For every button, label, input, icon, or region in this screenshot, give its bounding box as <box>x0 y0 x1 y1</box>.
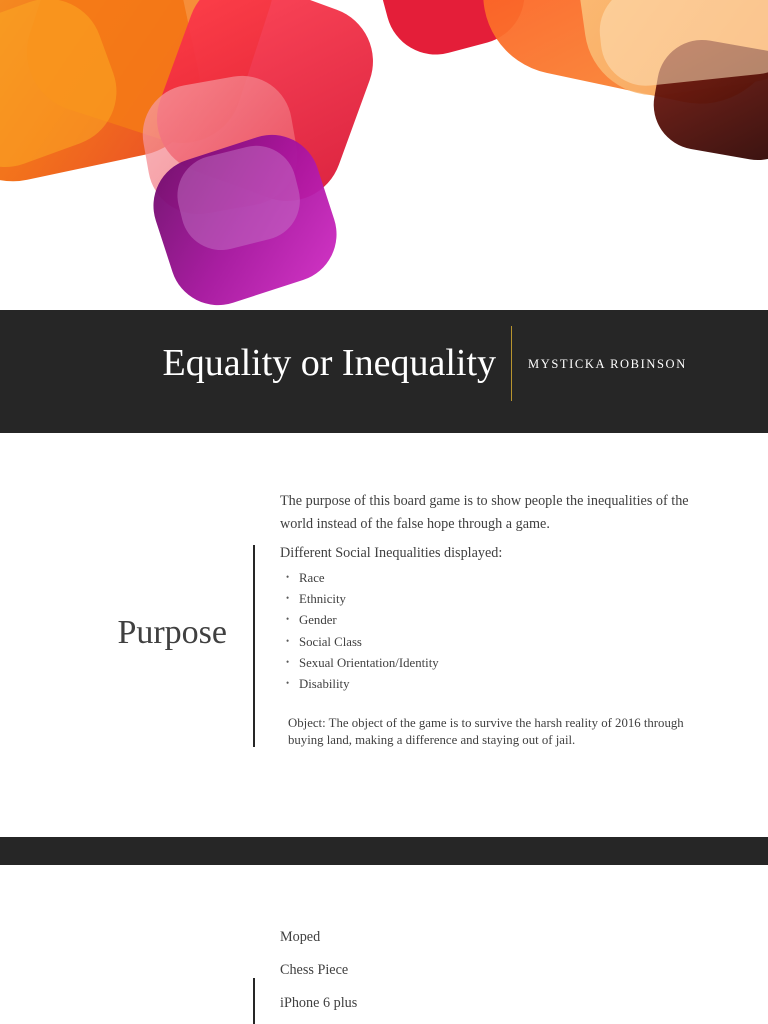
bullet-icon: • <box>286 572 290 582</box>
bullet-icon: • <box>286 593 290 604</box>
purpose-heading: Purpose <box>117 614 227 651</box>
piece-item-iphone: iPhone 6 plus <box>280 995 358 1011</box>
abstract-shapes-illustration <box>0 0 768 310</box>
presentation-title: Equality or Inequality <box>162 342 496 384</box>
list-item: • Gender <box>286 609 439 630</box>
purpose-divider-line <box>253 545 255 747</box>
piece-item-chess: Chess Piece <box>280 962 349 978</box>
bullet-icon: • <box>286 614 290 625</box>
pieces-slide <box>0 865 768 1024</box>
list-item: • Social Class <box>286 631 439 652</box>
author-name: MYSTICKA ROBINSON <box>528 357 687 371</box>
list-item: • Race <box>286 567 439 588</box>
pieces-divider-line <box>253 978 255 1024</box>
bullet-icon: • <box>286 656 290 667</box>
slide-separator-band <box>0 837 768 865</box>
bullet-icon: • <box>286 635 290 646</box>
purpose-intro: The purpose of this board game is to show people the inequalities of the world instead of the false hope through a game. <box>280 493 689 532</box>
title-slide-band <box>0 310 768 433</box>
piece-item-moped: Moped <box>280 929 321 945</box>
hero-graphic <box>0 0 768 310</box>
list-item: • Disability <box>286 673 439 694</box>
list-item: • Sexual Orientation/Identity <box>286 652 439 673</box>
inequalities-heading: Different Social Inequalities displayed: <box>280 545 503 561</box>
list-item: • Ethnicity <box>286 588 439 609</box>
game-object-text: Object: The object of the game is to survive the harsh reality of 2016 through buying land, making a difference and staying out of jail. <box>288 716 684 747</box>
title-divider <box>511 326 512 401</box>
inequalities-list <box>286 567 439 694</box>
purpose-slide <box>0 433 768 837</box>
bullet-icon: • <box>286 677 290 688</box>
